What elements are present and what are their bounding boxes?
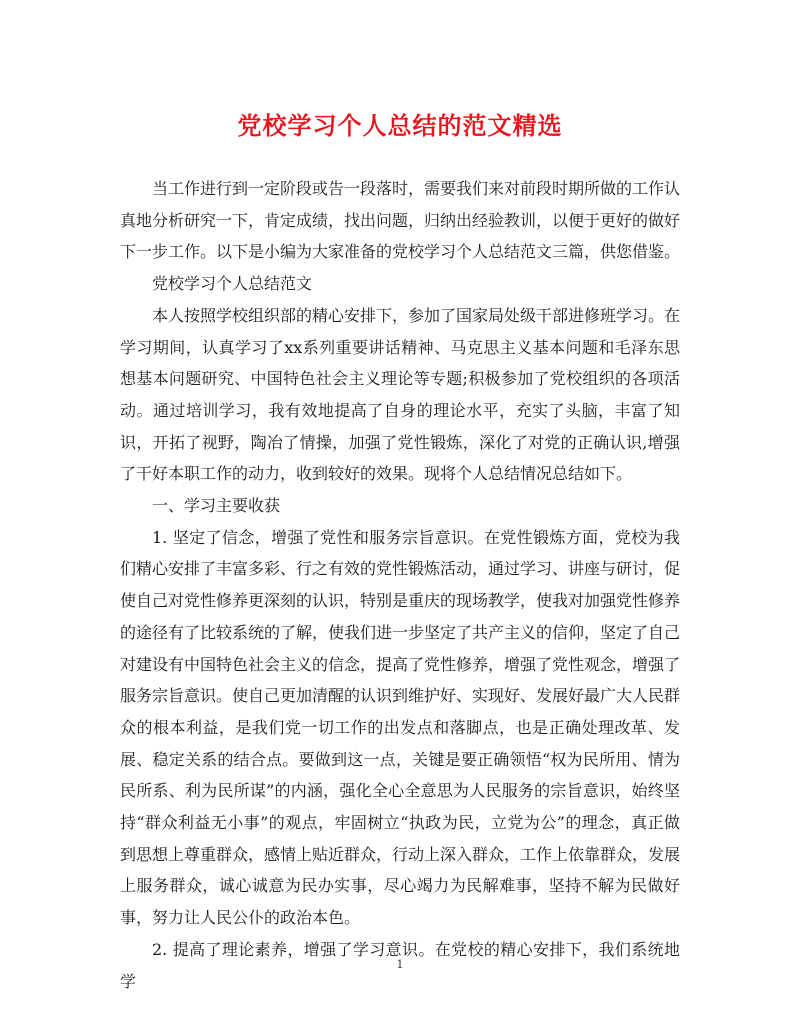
document-title: 党校学习个人总结的范文精选 xyxy=(237,111,563,140)
page-number: 1 xyxy=(396,958,404,971)
document-body xyxy=(120,173,680,997)
body-paragraph: 本人按照学校组织部的精心安排下，参加了国家局处级干部进修班学习。在学习期间，认真学习了xx系列重要讲话精神、马克思主义基本问题和毛泽东思想基本问题研究、中国特色社会主义理论等专题;积极参加了党校组织的各项活动。通过培训学习，我有效地提高了自身的理论水平，充实了头脑，丰富了知识，开拓了视野，陶冶了情操，加强了党性锻炼，深化了对党的正确认识,增强了干好本职工作的动力，收到较好的效果。现将个人总结情况总结如下。 xyxy=(120,305,681,484)
body-paragraph: 1. 坚定了信念，增强了党性和服务宗旨意识。在党性锻炼方面，党校为我们精心安排了丰富多彩、行之有效的党性锻炼活动，通过学习、讲座与研讨，促使自己对党性修养更深刻的认识，特别是重庆的现场教学，使我对加强党性修养的途径有了比较系统的了解，使我们进一步坚定了共产主义的信仰，坚定了自己对建设有中国特色社会主义的信念，提高了党性修养，增强了党性观念，增强了服务宗旨意识。使自己更加清醒的认识到维护好、实现好、发展好最广大人民群众的根本利益，是我们党一切工作的出发点和落脚点，也是正确处理改革、发展、稳定关系的结合点。要做到这一点，关键是要正确领悟“权为民所用、情为民所系、利为民所谋”的内涵，强化全心全意思为人民服务的宗旨意识，始终坚持“群众利益无小事”的观点，牢固树立“执政为民，立党为公”的理念，真正做到思想上尊重群众，感情上贴近群众，行动上深入群众，工作上依靠群众，发展上服务群众，诚心诚意为民办实事，尽心竭力为民解难事，坚持不解为民做好事，努力让人民公仆的政治本色。 xyxy=(120,527,681,928)
body-paragraph: 2. 提高了理论素养，增强了学习意识。在党校的精心安排下，我们系统地学 xyxy=(120,939,680,991)
subsection-heading: 一、学习主要收获 xyxy=(152,496,281,516)
section-heading: 党校学习个人总结范文 xyxy=(152,274,313,294)
intro-paragraph: 当工作进行到一定阶段或告一段落时，需要我们来对前段时期所做的工作认真地分析研究一下，肯定成绩，找出问题，归纳出经验教训，以便于更好的做好下一步工作。以下是小编为大家准备的党校学习个人总结范文三篇，供您借鉴。 xyxy=(120,179,681,262)
